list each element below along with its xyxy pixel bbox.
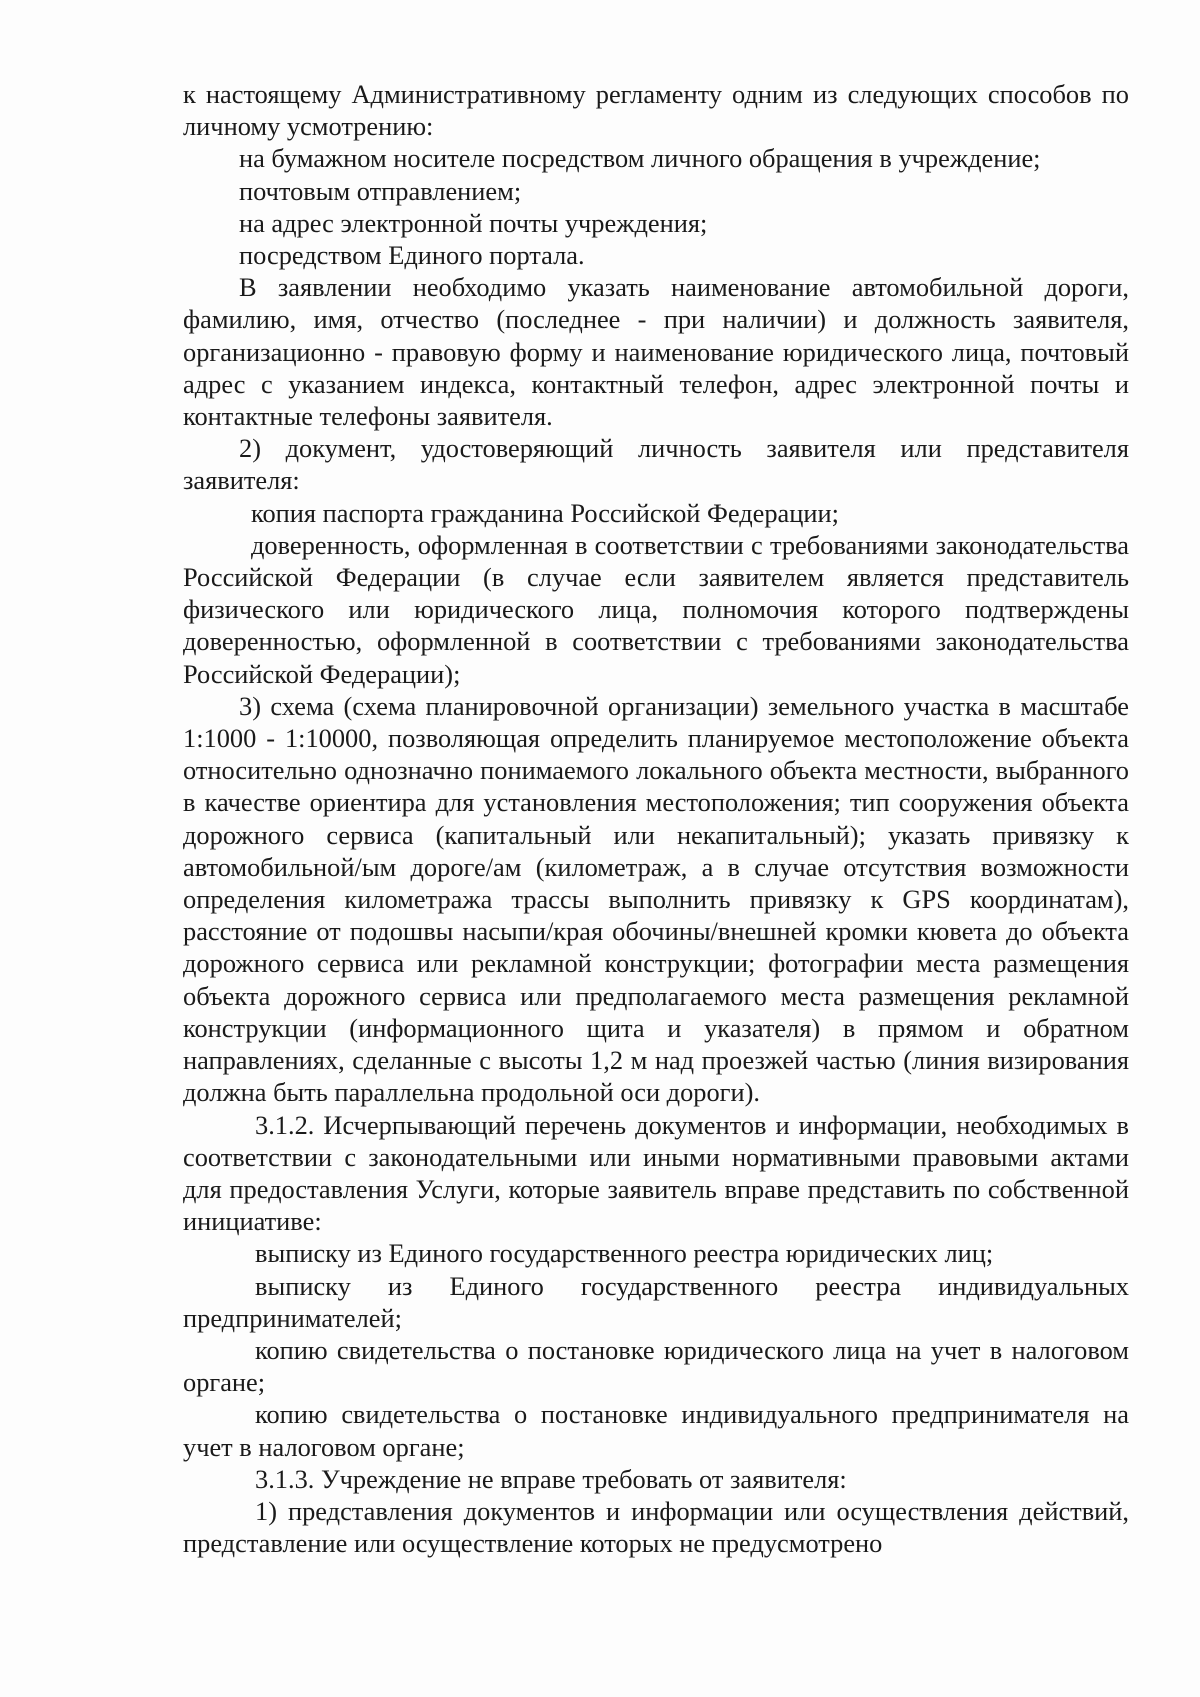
paragraph: 3.1.3. Учреждение не вправе требовать от заявителя: bbox=[255, 1463, 847, 1494]
paragraph: 3) схема (схема планировочной организации) земельного участка в масштабе 1:1000 - 1:10000, позволяющая определить планируемое местоположение объекта относительно однозначно понимаемого локального объекта местности, выбранного в качестве ориентира для установления местоположения; тип сооружения объекта дорожного сервиса (капитальный или некапитальный); указать привязку к автомобильной/ым дороге/ам (километраж, а в случае отсутствия возможности определения километража трассы выполнить привязку к GPS координатам), расстояние от подошвы насыпи/края обочины/внешней кромки кювета до объекта дорожного сервиса или рекламной конструкции; фотографии места размещения объекта дорожного сервиса или предполагаемого места размещения рекламной конструкции (информационного щита и указателя) в прямом и обратном направлениях, сделанные с высоты 1,2 м над проезжей частью (линия визирования должна быть параллельна продольной оси дороги). bbox=[183, 690, 1129, 1108]
paragraph: на бумажном носителе посредством личного обращения в учреждение; bbox=[239, 143, 1041, 174]
paragraph: 1) представления документов и информации или осуществления действий, представление или осуществление которых не предусмотрено bbox=[183, 1495, 1129, 1559]
paragraph: почтовым отправлением; bbox=[239, 175, 522, 206]
paragraph: копию свидетельства о постановке юридического лица на учет в налоговом органе; bbox=[183, 1334, 1129, 1398]
paragraph: 2) документ, удостоверяющий личность заявителя или представителя заявителя: bbox=[183, 433, 1129, 496]
paragraph: копию свидетельства о постановке индивидуального предпринимателя на учет в налоговом органе; bbox=[183, 1399, 1129, 1462]
document-body bbox=[183, 78, 1129, 1559]
paragraph: выписку из Единого государственного реестра юридических лиц; bbox=[255, 1238, 994, 1269]
paragraph: к настоящему Административному регламенту одним из следующих способов по личному усмотрению: bbox=[183, 79, 1129, 142]
paragraph: посредством Единого портала. bbox=[239, 240, 585, 271]
paragraph: выписку из Единого государственного реестра индивидуальных предпринимателей; bbox=[183, 1270, 1129, 1333]
paragraph: копия паспорта гражданина Российской Федерации; bbox=[251, 497, 839, 528]
paragraph: на адрес электронной почты учреждения; bbox=[239, 207, 708, 238]
paragraph: 3.1.2. Исчерпывающий перечень документов и информации, необходимых в соответствии с законодательными или иными нормативными правовыми актами для предоставления Услуги, которые заявитель вправе представить по собственной инициативе: bbox=[183, 1109, 1129, 1237]
paragraph: доверенность, оформленная в соответствии с требованиями законодательства Российской Федерации (в случае если заявителем является представитель физического или юридического лица, полномочия которого подтверждены доверенностью, оформленной в соответствии с требованиями законодательства Российской Федерации); bbox=[183, 529, 1129, 689]
paragraph: В заявлении необходимо указать наименование автомобильной дороги, фамилию, имя, отчество (последнее - при наличии) и должность заявителя, организационно - правовую форму и наименование юридического лица, почтовый адрес с указанием индекса, контактный телефон, адрес электронной почты и контактные телефоны заявителя. bbox=[183, 272, 1129, 432]
